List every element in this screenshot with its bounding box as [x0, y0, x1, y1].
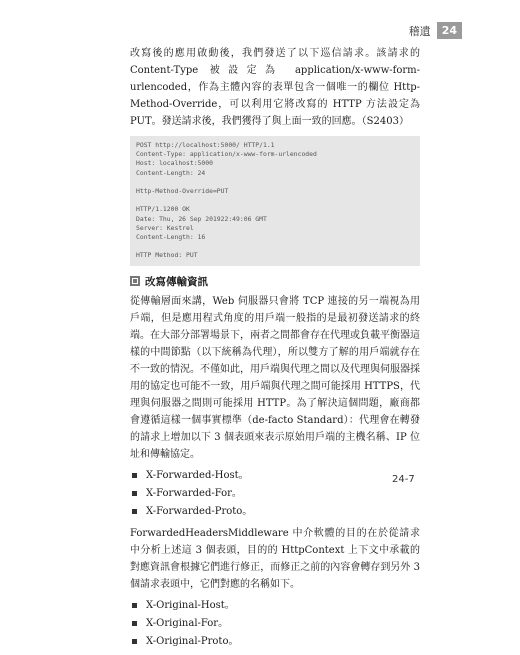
list-item: X-Original-For。: [130, 615, 420, 633]
code-line: Content-Length: 24: [136, 168, 206, 177]
chapter-number-badge: 24: [437, 22, 462, 39]
bullet-icon: [132, 603, 137, 608]
page-content: [130, 45, 420, 655]
code-block: [130, 136, 420, 266]
code-line: Date: Thu, 26 Sep 201922:49:06 GMT: [136, 214, 267, 223]
bullet-icon: [132, 621, 137, 626]
bullet-icon: [132, 639, 137, 644]
section-paragraph: 從傳輸層面來講，Web 伺服器只會將 TCP 連接的另一端視為用戶端，但是應用程式角度的用戶端一般指的是最初發送請求的終端。在大部分部署場景下，兩者之間都會存在代理或負載平衡器這樣的中間節點（以下統稱為代理），所以雙方了解的用戶端就存在不一致的情況。不僅如此，用戶端與代理之間以及代理與伺服器採用的協定也可能不一致，用戶端與代理之間可能採用 HTTPS，代理與伺服器之間則可能採用 HTTP。為了解決這個問題，廠商都會遵循這樣一個事實標準（de-facto Standard）：代理會在轉發的請求上增加以下 3 個表頭來表示原始用戶端的主機名稱、IP 位址和傳輸協定。: [130, 295, 420, 460]
intro-paragraph: 改寫後的應用啟動後，我們發送了以下巡信請求。該請求的 Content-Type 被設定為 application/x-www-form-urlencoded，作為主體內容的表單包含一個唯一的欄位 Http-Method-Override，可以利用它將改寫的 HTTP 方法設定為 PUT。發送請求後，我們獲得了與上面一致的回應。（S2403）: [130, 48, 420, 127]
list-item: X-Forwarded-Proto。: [130, 503, 420, 521]
list-item: X-Forwarded-Host。: [130, 467, 420, 485]
code-line: Content-Length: 16: [136, 233, 206, 241]
code-line: Content-Type: application/x-www-form-urlencoded: [136, 150, 317, 159]
code-line: POST http://localhost:5000/ HTTP/1.1: [136, 141, 275, 149]
code-line: Server: Kestrel: [136, 223, 194, 232]
original-header-list: [130, 597, 420, 651]
page-number: 24-7: [392, 474, 415, 485]
middleware-paragraph: ForwardedHeadersMiddleware 中介軟體的目的在於從請求中分析上述這 3 個表頭，目的的 HttpContext 上下文中承載的對應資訊會根據它們進行修正，而修正之前的內容會轉存到另外 3 個請求表頭中，它們對應的名稱如下。: [130, 527, 420, 590]
bullet-icon: [132, 491, 137, 496]
code-line: [136, 196, 414, 205]
bullet-icon: [132, 509, 137, 514]
list-item: X-Original-Host。: [130, 597, 420, 615]
code-line: [136, 178, 414, 187]
code-line: [136, 242, 414, 251]
list-item: X-Original-Proto。: [130, 633, 420, 651]
code-line: Http-Method-Override=PUT: [136, 187, 229, 195]
running-header: [409, 22, 462, 39]
code-line: HTTP Method: PUT: [136, 251, 198, 260]
section-square-icon: [130, 276, 140, 286]
forwarded-header-list: [130, 467, 420, 521]
code-line: Host: localhost:5000: [136, 159, 213, 168]
chapter-name: 稽遺: [408, 24, 431, 38]
section-heading: [130, 274, 420, 289]
bullet-icon: [132, 473, 137, 478]
code-line: HTTP/1.1200 OK: [136, 205, 190, 214]
list-item: X-Forwarded-For。: [130, 485, 420, 503]
section-title: 改寫傳輸資訊: [145, 275, 208, 288]
